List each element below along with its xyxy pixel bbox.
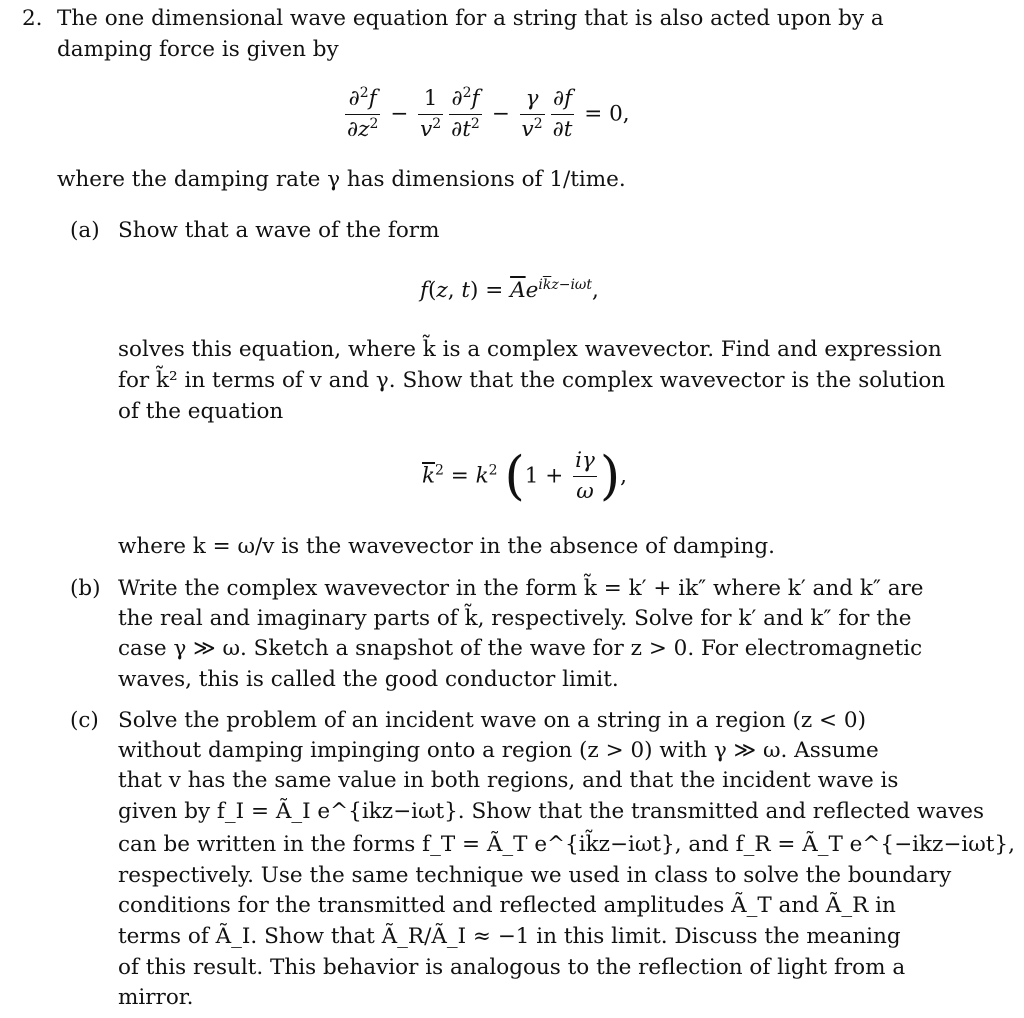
part-c-line-6: respectively. Use the same technique we used in class to solve the boundary [118,863,952,888]
part-c-line-3: that v has the same value in both regions, and that the incident wave is [118,768,899,793]
part-c-label: (c) [70,708,99,733]
part-a-line-3: for k̃² in terms of v and γ. Show that the complex wavevector is the solution [118,368,946,393]
damping-line: where the damping rate γ has dimensions of 1/time. [57,167,626,192]
part-a-line-1: Show that a wave of the form [118,218,440,243]
part-c-line-9: of this result. This behavior is analogous to the reflection of light from a [118,955,906,980]
part-b-line-3: case γ ≫ ω. Sketch a snapshot of the wave for z > 0. For electromagnetic [118,636,923,661]
part-b-label: (b) [70,576,101,601]
part-b-line-2: the real and imaginary parts of k̃, respectively. Solve for k′ and k″ for the [118,606,912,631]
part-b-line-1: Write the complex wavevector in the form k̃ = k′ + ik″ where k′ and k″ are [118,576,924,601]
part-c-line-8: terms of Ã_I. Show that Ã_R/Ã_I ≈ −1 in this limit. Discuss the meaning [118,924,901,949]
part-c-line-4: given by f_I = Ã_I e^{ikz−iωt}. Show that the transmitted and reflected waves [118,799,984,824]
part-a-line-2: solves this equation, where k̃ is a complex wavevector. Find and expression [118,337,942,362]
part-a-line-4: of the equation [118,399,284,424]
part-b-line-4: waves, this is called the good conductor limit. [118,667,619,692]
wave-equation: $\frac{\partial^2f}{\partial z^2}$ − $\frac{1}{v^2}$ $\frac{\partial^2f}{\partial t^2}$ − $\frac{\gamma}{v^2}$ $\frac{\partial f}{\partial t}$ = 0, [342,84,630,145]
part-c-line-10: mirror. [118,985,194,1010]
intro-line-2: damping force is given by [57,37,339,62]
part-c-line-5: can be written in the forms f_T = Ã_T e^{ik̃z−iωt}, and f_R = Ã_T e^{−ikz−iωt}, [118,832,1015,857]
part-c-line-1: Solve the problem of an incident wave on a string in a region (z < 0) [118,708,866,733]
problem-number: 2. [22,6,43,31]
intro-line-1: The one dimensional wave equation for a string that is also acted upon by a [57,6,884,31]
part-a-line-5: where k = ω/v is the wavevector in the absence of damping. [118,534,775,559]
wave-form-equation: f(z, $t) = \overline{A}e^{i\overline{k}z-i\omega t}$, [420,276,599,303]
part-c-line-2: without damping impinging onto a region (z > 0) with γ ≫ ω. Assume [118,738,879,763]
part-a-label: (a) [70,218,100,243]
part-c-line-7: conditions for the transmitted and reflected amplitudes Ã_T and Ã_R in [118,893,896,918]
k-squared-equation: $\overline{k}^2 = k^2$ (1 + $\frac{i\gamma}{\omega}$ ), [422,446,627,507]
